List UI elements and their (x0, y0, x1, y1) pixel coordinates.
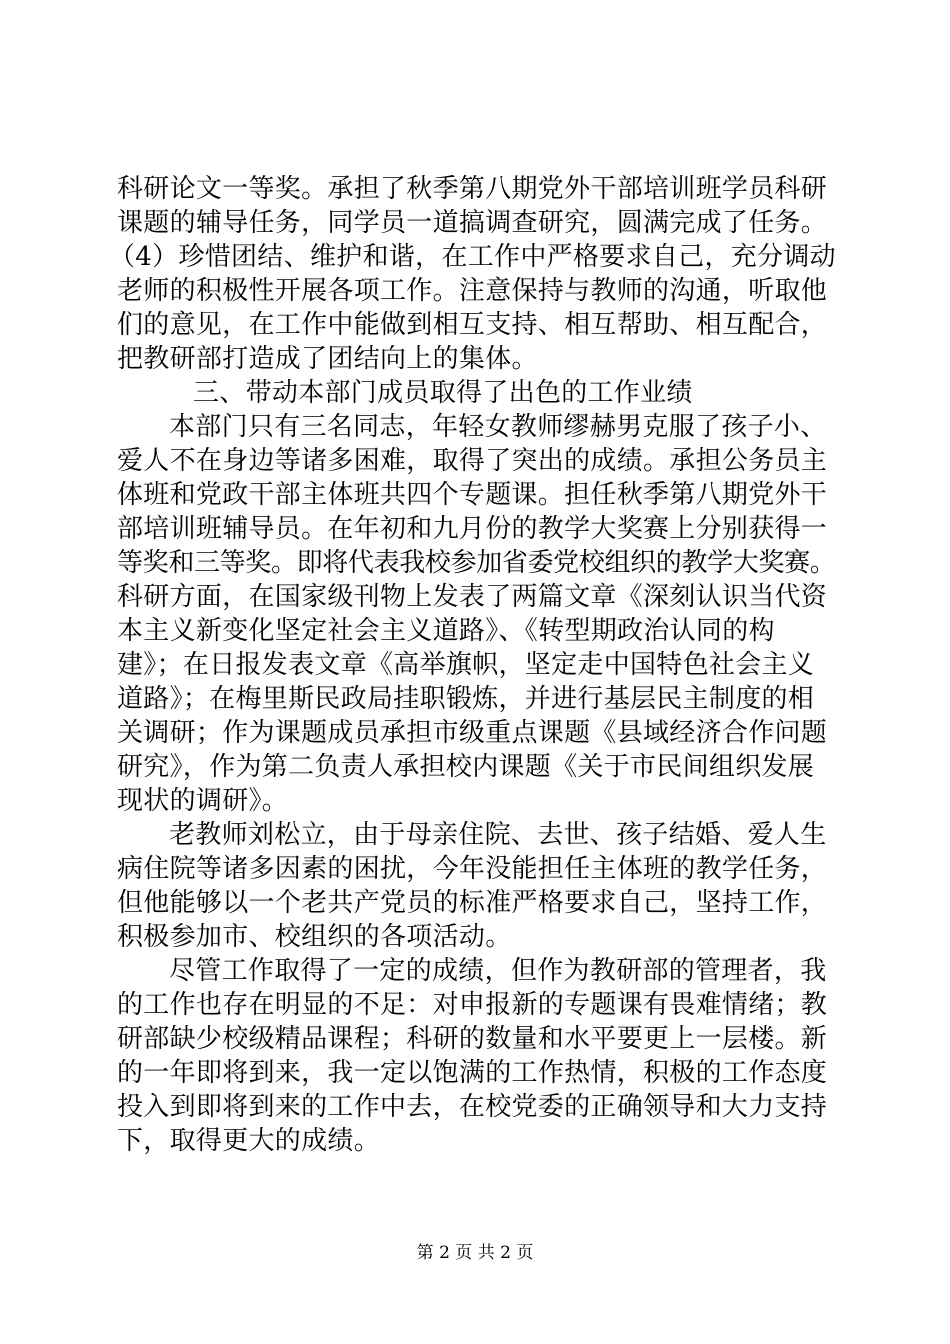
body-line: 们的意见，在工作中能做到相互支持、相互帮助、相互配合， (117, 310, 828, 340)
paragraph-first-line: 本部门只有三名同志，年轻女教师缪赫男克服了孩子小、 (169, 412, 827, 442)
body-line: 等奖和三等奖。即将代表我校参加省委党校组织的教学大奖赛。 (117, 548, 836, 578)
body-line: 科研方面，在国家级刊物上发表了两篇文章《深刻认识当代资 (117, 582, 828, 612)
body-line: 研究》，作为第二负责人承担校内课题《关于市民间组织发展 (117, 752, 815, 782)
body-line: 本主义新变化坚定社会主义道路》、《转型期政治认同的构 (117, 616, 775, 646)
section-heading: 三、带动本部门成员取得了出色的工作业绩 (193, 378, 693, 408)
body-line: 把教研部打造成了团结向上的集体。 (117, 344, 538, 374)
body-line: 关调研；作为课题成员承担市级重点课题《县域经济合作问题 (117, 718, 828, 748)
body-line: 科研论文一等奖。承担了秋季第八期党外干部培训班学员科研 (117, 174, 828, 204)
document-body (109, 172, 836, 1158)
paragraph-first-line: 尽管工作取得了一定的成绩，但作为教研部的管理者，我 (169, 956, 827, 986)
body-line: 的工作也存在明显的不足：对申报新的专题课有畏难情绪；教 (117, 990, 828, 1020)
body-line: 积极参加市、校组织的各项活动。 (117, 922, 512, 952)
body-line: 部培训班辅导员。在年初和九月份的教学大奖赛上分别获得一 (117, 514, 828, 544)
body-line: 研部缺少校级精品课程；科研的数量和水平要更上一层楼。新 (117, 1024, 828, 1054)
body-line: 老师的积极性开展各项工作。注意保持与教师的沟通，听取他 (117, 276, 828, 306)
body-line: 的一年即将到来，我一定以饱满的工作热情，积极的工作态度 (117, 1058, 828, 1088)
body-line: 爱人不在身边等诸多困难，取得了突出的成绩。承担公务员主 (117, 446, 828, 476)
paragraph-first-line: 老教师刘松立，由于母亲住院、去世、孩子结婚、爱人生 (169, 820, 827, 850)
page-number-footer: 第 2 页 共 2 页 (416, 1243, 534, 1263)
body-line: 但他能够以一个老共产党员的标准严格要求自己，坚持工作， (117, 888, 828, 918)
body-line: 道路》；在梅里斯民政局挂职锻炼，并进行基层民主制度的相 (117, 684, 815, 714)
body-line: （4）珍惜团结、维护和谐，在工作中严格要求自己，充分调动 (109, 242, 836, 272)
body-line: 下，取得更大的成绩。 (117, 1126, 381, 1156)
body-line: 病住院等诸多因素的困扰，今年没能担任主体班的教学任务， (117, 854, 828, 884)
body-line: 体班和党政干部主体班共四个专题课。担任秋季第八期党外干 (117, 480, 828, 510)
body-line: 现状的调研》。 (117, 786, 289, 816)
body-line: 投入到即将到来的工作中去，在校党委的正确领导和大力支持 (117, 1092, 828, 1122)
body-line: 建》；在日报发表文章《高举旗帜，坚定走中国特色社会主义 (117, 650, 815, 680)
body-line: 课题的辅导任务，同学员一道搞调查研究，圆满完成了任务。 (117, 208, 828, 238)
